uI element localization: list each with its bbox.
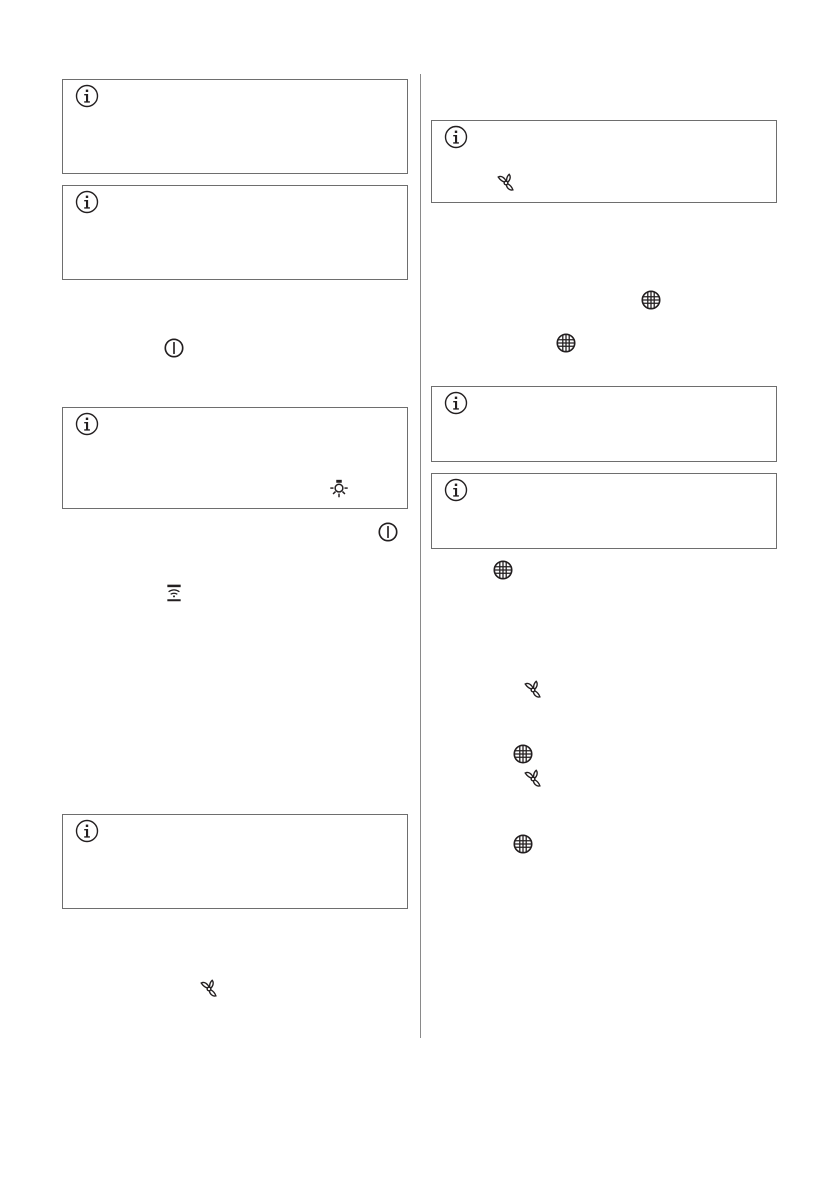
light-bulb-icon [328, 478, 350, 500]
fan-icon [522, 768, 544, 790]
info-note-box [431, 386, 777, 462]
grease-filter-grid-icon [555, 332, 577, 354]
info-icon [444, 391, 468, 415]
power-icon [377, 521, 399, 543]
fan-icon [495, 172, 517, 194]
info-note-box [431, 473, 777, 549]
info-icon [75, 819, 99, 843]
fan-icon [522, 679, 544, 701]
fan-icon [198, 978, 220, 1000]
column-divider [420, 74, 421, 1038]
info-icon [75, 412, 99, 436]
info-note-box [62, 79, 408, 174]
grease-filter-grid-icon [512, 833, 534, 855]
info-icon [75, 84, 99, 108]
hob-to-hood-wireless-icon [164, 583, 184, 603]
grease-filter-grid-icon [492, 559, 514, 581]
info-icon [444, 125, 468, 149]
info-note-box [62, 407, 408, 509]
info-note-box [431, 120, 777, 203]
info-icon [75, 190, 99, 214]
power-icon [163, 337, 185, 359]
info-note-box [62, 185, 408, 280]
grease-filter-grid-icon [512, 743, 534, 765]
grease-filter-grid-icon [640, 289, 662, 311]
info-note-box [62, 814, 408, 909]
info-icon [444, 478, 468, 502]
